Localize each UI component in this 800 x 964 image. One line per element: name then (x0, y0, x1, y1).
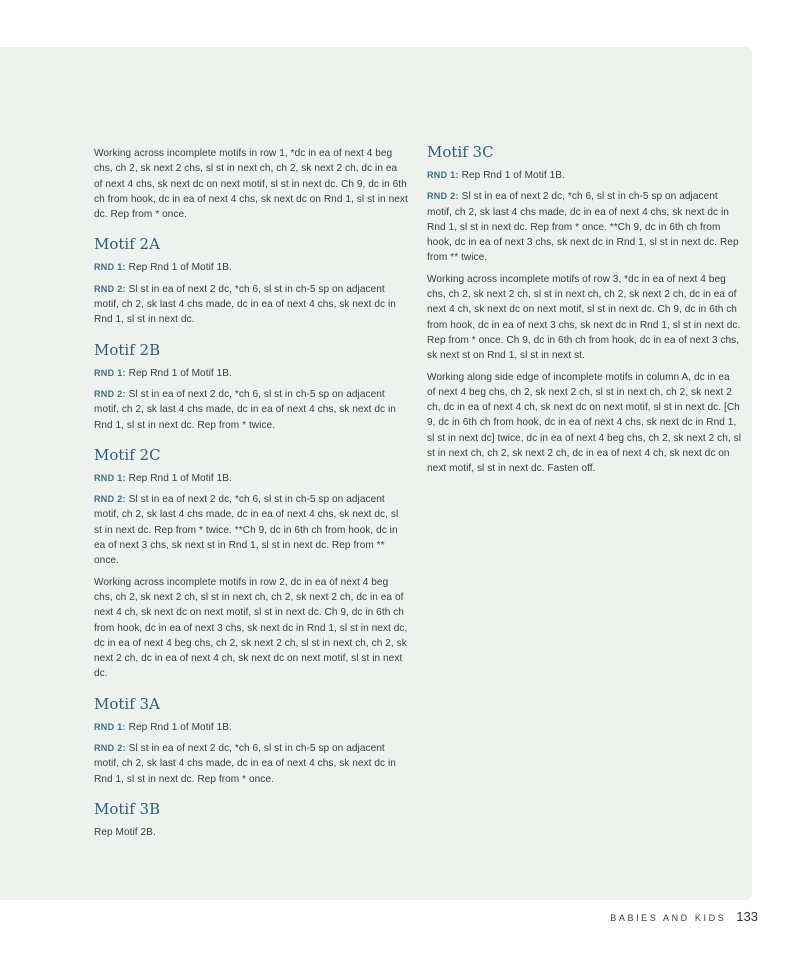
rnd-text: Sl st in ea of next 2 dc, *ch 6, sl st in ch-5 sp on adjacent motif, ch 2, sk last 4 chs made, dc in ea of next 4 chs, sk next dc, sl st in next dc. Rep from * twice. **Ch 9, dc in 6th ch from hook, dc in ea of next 3 chs, sk next st in Rnd 1, sl st in next dc. Rep from ** once. (94, 494, 399, 567)
page-footer (610, 909, 758, 924)
rnd-label: RND 2: (94, 494, 126, 505)
motif-2c-rnd2 (94, 492, 408, 568)
motif-2a-rnd2 (94, 282, 408, 328)
motif-2c-heading: Motif 2C (94, 445, 161, 464)
motif-3b-text: Rep Motif 2B. (94, 826, 156, 838)
rnd-label: RND 1: (94, 367, 126, 378)
motif-2a-rnd1 (94, 260, 408, 275)
motif-3c-rnd2 (427, 189, 741, 265)
rnd-label: RND 2: (94, 283, 126, 294)
rnd-label: RND 1: (94, 472, 126, 483)
rnd-label: RND 2: (94, 388, 126, 399)
motif-2b-rnd2 (94, 387, 408, 433)
page-number: 133 (736, 909, 758, 924)
motif-2c-rnd1 (94, 471, 408, 486)
rnd-label: RND 1: (427, 170, 459, 180)
rnd-text: Rep Rnd 1 of Motif 1B. (461, 170, 565, 181)
rnd-text: Rep Rnd 1 of Motif 1B. (128, 472, 232, 484)
rnd-text: Rep Rnd 1 of Motif 1B. (128, 721, 232, 733)
motif-3c-paragraph-1: Working across incomplete motifs of row 3, *dc in ea of next 4 beg chs, ch 2, sk next 2 ch, sl st in next ch, ch 2, sk next 2 ch, dc in ea of next 4 ch, sk next dc on next motif, sl st in next dc. Ch 9, dc in 6th ch from hook, dc in ea of next 3 chs, sk next dc in Rnd 1, sl st in next dc. Rep from * once. Ch 9, dc in 6th ch from hook, dc in ea of next 3 chs, sk next st on Rnd 1, sl st in next st. (427, 273, 741, 362)
rnd-label: RND 2: (427, 191, 459, 202)
right-column (427, 143, 742, 483)
rnd-text: Sl st in ea of next 2 dc, *ch 6, sl st in ch-5 sp on adjacent motif, ch 2, sk last 4 chs made, dc in ea of next 4 chs, sk next dc in Rnd 1, sl st in next dc. Rep from * once. (94, 743, 396, 785)
section-title: BABIES AND KIDS (610, 913, 727, 923)
motif-2a-heading: Motif 2A (94, 235, 160, 254)
motif-3b-heading: Motif 3B (94, 799, 161, 818)
motif-3c-paragraph-2: Working along side edge of incomplete motifs in column A, dc in ea of next 4 beg chs, ch 2, sk next 2 ch, sl st in next ch, ch 2, sk next 2 ch, dc in ea of next 4 ch, sk next dc on next motif, sl st in next dc. [Ch 9, dc in 6th ch from hook, dc in ea of next 4 chs, sk next dc in Rnd 1, sl st in next dc] twice, dc in ea of next 4 beg chs, ch 2, sk next 2 ch, sl st in next ch, ch 2, sk next 2 ch, dc in ea of next 4 ch, sk next dc on next motif, sl st in next dc. Fasten off. (427, 371, 742, 475)
left-column (94, 146, 408, 846)
motif-2c-paragraph: Working across incomplete motifs in row 2, dc in ea of next 4 beg chs, ch 2, sk next 2 ch, sl st in next ch, ch 2, sk next 2 ch, dc in ea of next 4 ch, sk next dc on next motif, sl st in next dc. Ch 9, dc in 6th ch from hook, dc in ea of next 3 chs, sk next dc in Rnd 1, sl st in next dc, dc in ea of next 4 beg chs, ch 2, sk next 2 ch, sl st in next ch, ch 2, sk next 2 ch, dc in ea of next 4 ch, sk next dc on next motif, sl st in next dc. (94, 576, 408, 680)
motif-3a-rnd2 (94, 741, 408, 787)
motif-3a-heading: Motif 3A (94, 694, 160, 713)
rnd-text: Rep Rnd 1 of Motif 1B. (128, 262, 232, 274)
rnd-label: RND 1: (94, 262, 126, 273)
rnd-label: RND 2: (94, 743, 126, 754)
motif-3c-rnd1 (427, 168, 741, 183)
rnd-text: Sl st in ea of next 2 dc, *ch 6, sl st in ch-5 sp on adjacent motif, ch 2, sk last 4 chs made, dc in ea of next 4 chs, sk next dc in Rnd 1, sl st in next dc. Rep from * twice. (94, 388, 396, 431)
motif-3a-rnd1 (94, 720, 408, 735)
motif-2b-heading: Motif 2B (94, 340, 161, 359)
rnd-text: Rep Rnd 1 of Motif 1B. (128, 367, 232, 379)
motif-2b-rnd1 (94, 366, 408, 381)
rnd-text: Sl st in ea of next 2 dc, *ch 6, sl st in ch-5 sp on adjacent motif, ch 2, sk last 4 chs made, dc in ea of next 4 chs, sk next dc in Rnd 1, sl st in next dc. (94, 283, 396, 326)
motif-3c-heading: Motif 3C (427, 143, 494, 161)
rnd-label: RND 1: (94, 721, 126, 732)
rnd-text: Sl st in ea of next 2 dc, *ch 6, sl st in ch-5 sp on adjacent motif, ch 2, sk last 4 chs made, dc in ea of next 4 chs, sk next dc in Rnd 1, sl st in next dc. Rep from * once. **Ch 9, dc in 6th ch from hook, dc in ea of next 3 chs, sk next dc in Rnd 1, sl st in next dc. Rep from ** twice. (427, 191, 739, 264)
intro-paragraph: Working across incomplete motifs in row 1, *dc in ea of next 4 beg chs, ch 2, sk next 2 chs, sl st in next ch, ch 2, sk next 2 ch, dc in ea of next 4 chs, sk next dc on next motif, sl st in next dc. Ch 9, dc in 6th ch from hook, dc in ea of next 4 chs, sk next dc on Rnd 1, sl st in next dc. Rep from * once. (94, 148, 408, 221)
